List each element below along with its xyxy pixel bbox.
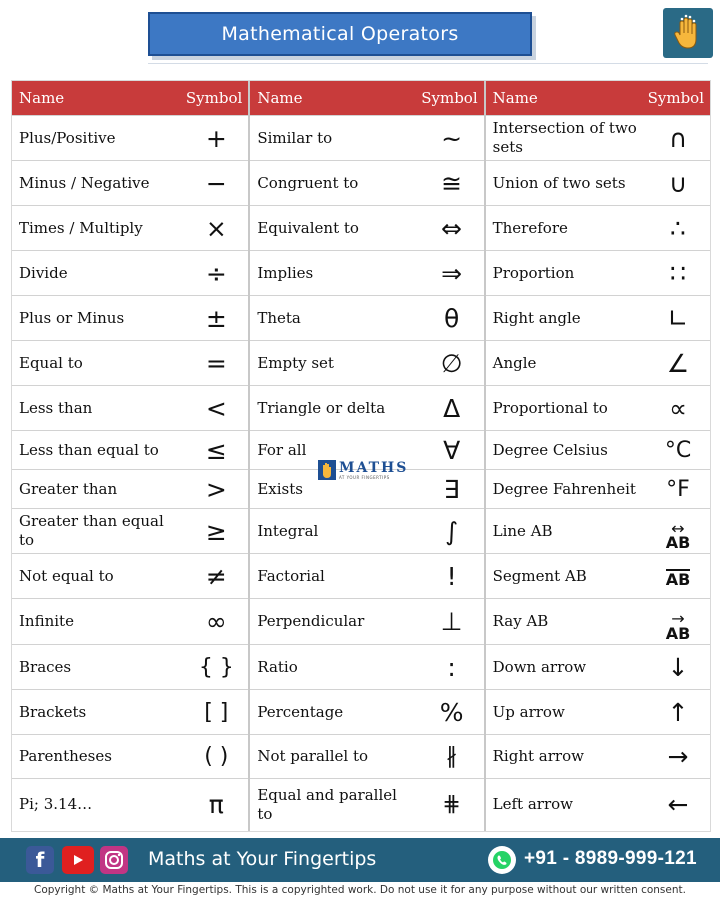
table-row [486, 689, 710, 734]
table-row [486, 598, 710, 644]
operator-symbol: ≅ [441, 168, 463, 198]
header-symbol-label: Symbol [647, 89, 704, 107]
table-row [486, 553, 710, 598]
table-row [250, 778, 483, 830]
operator-symbol: − [205, 168, 227, 198]
operator-symbol: ÷ [205, 258, 227, 288]
table-row [486, 644, 710, 689]
operator-name: Segment AB [492, 566, 587, 585]
instagram-icon[interactable] [100, 846, 128, 874]
operator-symbol: ( ) [204, 744, 229, 769]
operator-name: Divide [19, 263, 68, 282]
table-row [12, 430, 248, 469]
table-row [12, 734, 248, 778]
watermark-subtext: AT YOUR FINGERTIPS [339, 474, 390, 480]
operator-name: Pi; 3.14… [19, 795, 93, 814]
operator-symbol: [ ] [204, 699, 229, 725]
operator-name: Union of two sets [492, 173, 626, 192]
operator-name: Not equal to [19, 566, 114, 585]
table-row [250, 689, 483, 734]
table-row [12, 469, 248, 508]
operator-symbol: × [205, 213, 227, 243]
operator-symbol: ∩ [668, 123, 688, 153]
table-header-row [250, 81, 483, 115]
phone-number[interactable]: +91 - 8989-999-121 [524, 848, 697, 869]
operator-symbol: ∅ [440, 348, 463, 378]
table-row [12, 250, 248, 295]
table-row [250, 205, 483, 250]
table-row [12, 205, 248, 250]
operator-symbol: ∷ [670, 258, 686, 288]
table-row [12, 340, 248, 385]
table-row [486, 340, 710, 385]
operator-name: Perpendicular [257, 612, 365, 631]
operator-symbol: = [205, 348, 227, 378]
table-row [486, 469, 710, 508]
operator-symbol: π [208, 790, 224, 819]
operator-symbol: °F [666, 476, 690, 502]
operator-name: Therefore [492, 218, 568, 237]
table-row [12, 644, 248, 689]
operator-name: Percentage [257, 702, 344, 721]
table-row [12, 385, 248, 430]
maths-watermark [318, 460, 408, 480]
table-row [12, 778, 248, 830]
operator-symbol: ↓ [667, 652, 689, 682]
table-row [250, 644, 483, 689]
operator-name: Infinite [19, 612, 74, 631]
operator-name: Equivalent to [257, 218, 359, 237]
operator-name: Minus / Negative [19, 173, 150, 192]
operator-name: Degree Fahrenheit [492, 479, 636, 498]
table-row [486, 430, 710, 469]
table-row [486, 205, 710, 250]
operator-symbol: > [205, 474, 227, 504]
table-row [250, 734, 483, 778]
operator-name: Not parallel to [257, 747, 369, 766]
operator-symbol: ~ [441, 123, 463, 153]
table-row [250, 115, 483, 160]
operator-symbol: °C [664, 437, 692, 463]
operator-name: Plus or Minus [19, 308, 125, 327]
operator-symbol [650, 511, 706, 552]
operator-symbol: ⇒ [441, 258, 463, 288]
operator-name: Intersection of two sets [492, 119, 637, 156]
footer-bar [0, 838, 720, 882]
table-row [250, 250, 483, 295]
operator-symbol: + [205, 123, 227, 153]
operator-symbol: % [439, 697, 464, 727]
operator-symbol: ∃ [443, 474, 460, 504]
operator-name: Less than [19, 398, 93, 417]
operator-name: Plus/Positive [19, 128, 116, 147]
header-symbol-label: Symbol [185, 89, 243, 107]
symbol-text: AB [665, 623, 691, 643]
operator-name: Degree Celsius [492, 440, 608, 459]
symbol-text: AB [665, 533, 691, 553]
operator-name: Equal and parallel to [257, 785, 397, 823]
operator-symbol: ∀ [443, 435, 461, 465]
operator-name: Greater than [19, 479, 118, 498]
operator-symbol: ≠ [205, 561, 227, 591]
operator-name: Proportion [492, 263, 575, 282]
table-row [12, 115, 248, 160]
operator-name: Proportional to [492, 398, 608, 417]
operator-symbol: ∦ [446, 744, 458, 769]
operator-name: Parentheses [19, 747, 112, 766]
operator-name: Integral [257, 521, 319, 540]
table-row [486, 295, 710, 340]
operator-name: Congruent to [257, 173, 359, 192]
header-name-label: Name [492, 89, 538, 107]
operator-name: Down arrow [492, 657, 587, 676]
operator-symbol: ∞ [205, 607, 227, 636]
title-banner [148, 12, 532, 56]
table-row [12, 295, 248, 340]
table-column-3 [484, 81, 710, 831]
operator-symbol [650, 562, 706, 591]
operator-symbol: ∠ [666, 348, 690, 378]
operator-name: Empty set [257, 353, 334, 372]
table-row [12, 160, 248, 205]
table-row [250, 385, 483, 430]
table-row [12, 553, 248, 598]
operator-name: Angle [492, 353, 537, 372]
operator-symbol: ∴ [670, 213, 686, 243]
operator-symbol: ∟ [667, 303, 689, 333]
operator-name: Left arrow [492, 795, 573, 814]
operator-name: For all [257, 440, 307, 459]
operator-name: Brackets [19, 702, 87, 721]
operator-name: Similar to [257, 128, 333, 147]
footer-brand: Maths at Your Fingertips [148, 848, 377, 870]
operator-name: Factorial [257, 566, 325, 585]
table-column-2 [248, 81, 483, 831]
whatsapp-icon[interactable] [488, 846, 516, 874]
operator-name: Exists [257, 479, 303, 498]
title-divider [148, 63, 708, 64]
operator-symbol: ∫ [445, 516, 459, 546]
header-name-label: Name [257, 89, 303, 107]
table-row [250, 295, 483, 340]
operator-name: Triangle or delta [257, 398, 386, 417]
operator-symbol: < [205, 393, 227, 423]
table-row [486, 385, 710, 430]
table-header-row [12, 81, 248, 115]
operator-symbol: : [447, 652, 456, 682]
table-row [486, 734, 710, 778]
operator-symbol: ∪ [668, 168, 688, 198]
youtube-icon[interactable] [62, 846, 94, 874]
watermark-text: MATHS [339, 459, 409, 476]
operator-symbol: ↑ [667, 697, 689, 727]
operator-name: Up arrow [492, 702, 565, 721]
table-row [250, 160, 483, 205]
table-row [486, 160, 710, 205]
operator-symbol: ⇔ [441, 213, 463, 243]
operator-symbol: ← [667, 790, 689, 819]
hand-logo-icon [663, 8, 713, 58]
operator-symbol: → [667, 742, 689, 771]
table-row [250, 508, 483, 553]
operator-name: Right angle [492, 308, 581, 327]
page-title: Mathematical Operators [221, 23, 459, 45]
operator-name: Ratio [257, 657, 298, 676]
table-row [250, 340, 483, 385]
operator-name: Line AB [492, 521, 553, 540]
copyright-notice: Copyright © Maths at Your Fingertips. This is a copyrighted work. Do not use it for any purpose without our written consent. [34, 884, 686, 896]
table-row [486, 250, 710, 295]
operator-name: Implies [257, 263, 314, 282]
operator-symbol [650, 601, 706, 642]
operator-name: Braces [19, 657, 72, 676]
operators-table [11, 80, 711, 832]
operator-symbol: ⊥ [440, 607, 463, 636]
operator-symbol: ∝ [669, 393, 687, 423]
symbol-arrow: → [671, 609, 685, 629]
operator-name: Times / Multiply [19, 218, 143, 237]
table-row [250, 553, 483, 598]
watermark-hand-icon [318, 460, 336, 480]
header-symbol-label: Symbol [421, 89, 478, 107]
operator-name: Theta [257, 308, 301, 327]
operator-symbol: ≥ [205, 516, 227, 546]
table-header-row [486, 81, 710, 115]
operator-symbol: { } [198, 654, 234, 680]
symbol-text: AB [665, 569, 691, 589]
operator-name: Right arrow [492, 747, 584, 766]
operator-symbol: ± [205, 303, 227, 333]
table-row [12, 689, 248, 734]
table-column-1 [12, 81, 248, 831]
operator-symbol: θ [443, 303, 460, 333]
table-row [250, 598, 483, 644]
operator-name: Ray AB [492, 612, 549, 631]
table-row [486, 115, 710, 160]
table-row [486, 778, 710, 830]
symbol-arrow: ↔ [671, 518, 685, 538]
table-row [12, 508, 248, 553]
operator-name: Less than equal to [19, 440, 159, 459]
operator-symbol: ⋕ [442, 792, 461, 817]
operator-symbol: ≤ [205, 435, 227, 465]
operator-name: Greater than equal to [19, 512, 164, 549]
table-row [486, 508, 710, 553]
operator-symbol: Δ [443, 393, 461, 423]
table-row [12, 598, 248, 644]
operator-name: Equal to [19, 353, 83, 372]
facebook-icon[interactable]: f [26, 846, 54, 874]
operator-symbol: ! [446, 561, 457, 591]
header-name-label: Name [19, 89, 65, 107]
